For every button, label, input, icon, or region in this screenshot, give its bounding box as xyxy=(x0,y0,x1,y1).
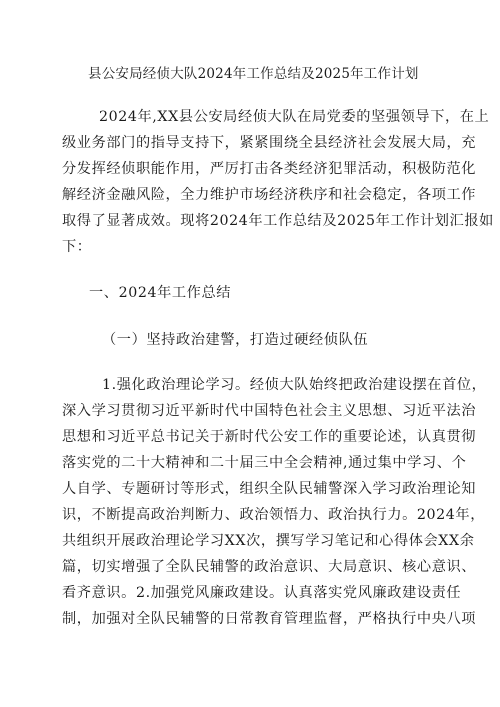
section-heading: 一、2024年工作总结 xyxy=(89,285,232,301)
body-line: 落实党的二十大精神和二十届三中全会精神,通过集中学习、个 xyxy=(62,455,467,471)
intro-line: 级业务部门的指导支持下，紧紧围绕全县经济社会发展大局，充 xyxy=(62,135,477,151)
body-line: 识，不断提高政治判断力、政治领悟力、政治执行力。2024年， xyxy=(62,507,485,523)
intro-line: 取得了显著成效。现将2024年工作总结及2025年工作计划汇报如 xyxy=(62,213,494,229)
intro-line: 分发挥经侦职能作用，严厉打击各类经济犯罪活动，积极防范化 xyxy=(62,161,477,177)
subsection-heading: （一）坚持政治建警，打造过硬经侦队伍 xyxy=(102,332,369,348)
intro-line: 解经济金融风险，全力维护市场经济秩序和社会稳定，各项工作 xyxy=(62,187,477,203)
body-line: 篇，切实增强了全队民辅警的政治意识、大局意识、核心意识、 xyxy=(62,559,477,575)
body-line: 人自学、专题研讨等形式，组织全队民辅警深入学习政治理论知 xyxy=(62,481,477,497)
body-line: 制，加强对全队民辅警的日常教育管理监督，严格执行中央八项 xyxy=(62,611,477,627)
body-line: 1.强化政治理论学习。经侦大队始终把政治建设摆在首位， xyxy=(102,377,487,393)
body-line: 共组织开展政治理论学习XX次，撰写学习笔记和心得体会XX余 xyxy=(62,533,475,549)
body-line: 深入学习贯彻习近平新时代中国特色社会主义思想、习近平法治 xyxy=(62,403,477,419)
intro-line: 下： xyxy=(62,239,92,255)
intro-line: 2024年,XX县公安局经侦大队在局党委的坚强领导下，在上 xyxy=(99,109,490,125)
body-line: 看齐意识。2.加强党风廉政建设。认真落实党风廉政建设责任 xyxy=(62,585,462,601)
document-title: 县公安局经侦大队2024年工作总结及2025年工作计划 xyxy=(88,66,419,82)
body-line: 思想和习近平总书记关于新时代公安工作的重要论述，认真贯彻 xyxy=(62,429,477,445)
